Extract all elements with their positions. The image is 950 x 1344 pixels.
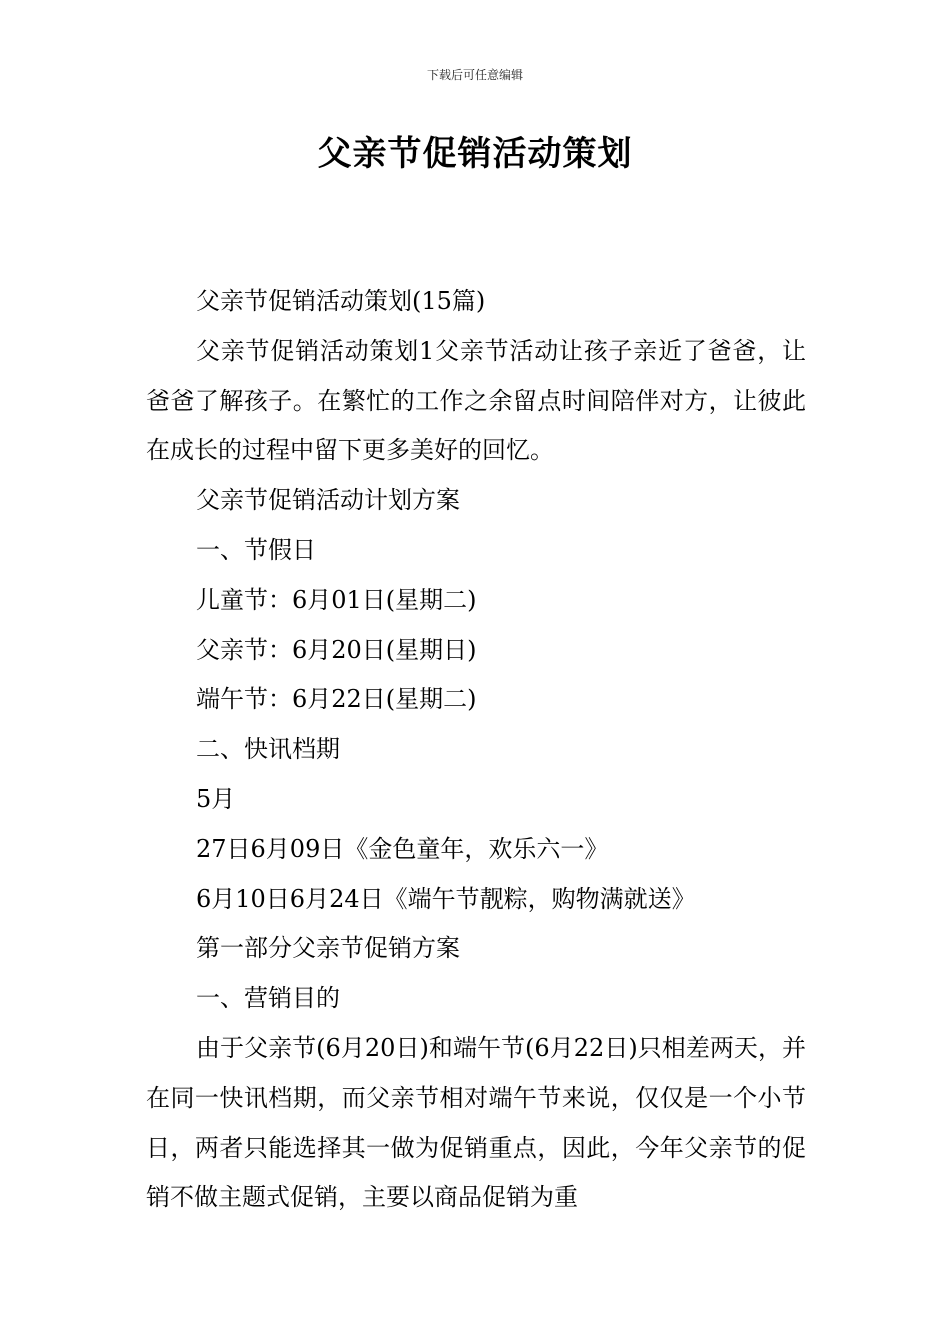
paragraph-schedule-heading: 二、快讯档期	[196, 735, 340, 764]
paragraph-dragon-boat: 端午节：6月22日(星期二)	[196, 685, 477, 714]
document-title: 父亲节促销活动策划	[317, 134, 633, 174]
paragraph-holidays-heading: 一、节假日	[196, 535, 316, 564]
paragraph-childrens-day: 儿童节：6月01日(星期二)	[196, 585, 477, 614]
paragraph-subtitle: 父亲节促销活动策划(15篇)	[196, 287, 486, 315]
paragraph-marketing-goal: 一、营销目的	[196, 984, 340, 1013]
paragraph-plan-heading: 父亲节促销活动计划方案	[196, 486, 460, 515]
document-body	[146, 277, 806, 1212]
paragraph-fathers-day: 父亲节：6月20日(星期日)	[196, 635, 477, 664]
paragraph-may: 5月	[196, 784, 236, 813]
paragraph-schedule-2: 6月10日6月24日《端午节靓粽，购物满就送》	[196, 884, 696, 913]
header-note: 下载后可任意编辑	[426, 68, 523, 82]
paragraph-intro: 父亲节促销活动策划1父亲节活动让孩子亲近了爸爸，让爸爸了解孩子。在繁忙的工作之余留点时间陪伴对方，让彼此在成长的过程中留下更多美好的回忆。	[146, 336, 806, 465]
paragraph-goal-detail: 由于父亲节(6月20日)和端午节(6月22日)只相差两天，并在同一快讯档期，而父亲节相对端午节来说，仅仅是一个小节日，两者只能选择其一做为促销重点，因此，今年父亲节的促销不做主题式促销，主要以商品促销为重	[146, 1033, 806, 1212]
paragraph-schedule-1: 27日6月09日《金色童年，欢乐六一》	[196, 834, 609, 863]
paragraph-part-one: 第一部分父亲节促销方案	[196, 934, 460, 963]
